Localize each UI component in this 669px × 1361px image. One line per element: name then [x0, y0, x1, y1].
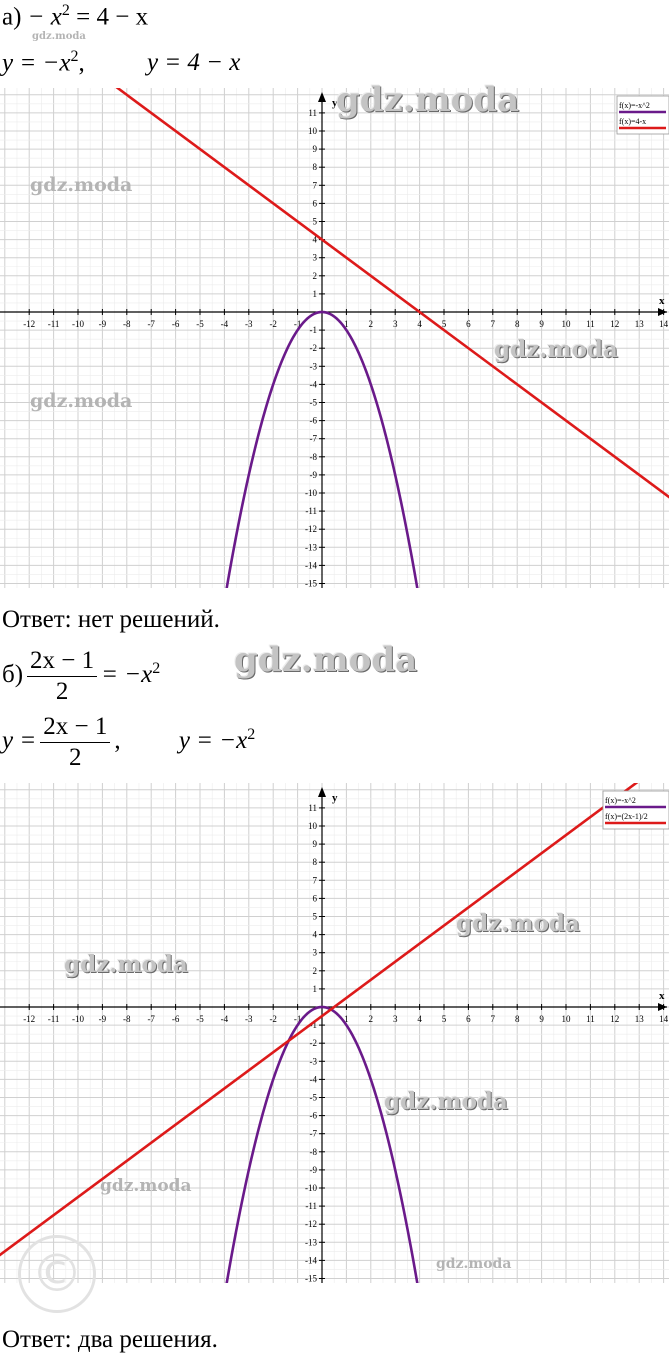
equation-a-label: а): [2, 3, 22, 31]
x-tick-label: 3: [392, 319, 398, 329]
legend-label: f(x)=4-x: [619, 117, 647, 126]
y-tick-label: -2: [309, 343, 317, 354]
x-tick-label: -4: [220, 319, 229, 329]
y-tick-label: -12: [305, 1219, 317, 1230]
chart-b: [0, 783, 669, 1283]
y-tick-label: -10: [305, 1183, 317, 1193]
y-tick-label: -2: [309, 1038, 317, 1049]
watermark-b4: gdz.moda: [100, 1176, 192, 1196]
function-b2-exp: 2: [247, 725, 256, 743]
x-tick-label: 2: [368, 319, 374, 329]
y-tick-label: 8: [312, 857, 317, 868]
function-b1-lhs: y =: [2, 727, 37, 755]
y-tick-label: -7: [309, 1128, 317, 1139]
y-tick-label: -10: [305, 488, 317, 498]
equation-b-numerator: 2x − 1: [27, 646, 97, 677]
x-tick-label: -4: [220, 1014, 229, 1024]
function-a2: y = 4 − x: [146, 49, 241, 77]
x-tick-label: 11: [586, 319, 595, 329]
y-tick-label: -15: [305, 1273, 317, 1283]
y-axis-arrow: [318, 92, 326, 102]
function-a1-lhs: y = −x: [2, 49, 71, 77]
functions-b: [2, 712, 255, 773]
y-tick-label: 9: [312, 839, 317, 850]
x-tick-label: 3: [392, 1014, 398, 1024]
x-tick-label: -6: [171, 319, 180, 329]
x-tick-label: 4: [417, 319, 422, 329]
y-tick-label: 3: [312, 252, 317, 263]
equation-a-lhs: − x: [27, 3, 62, 31]
x-tick-label: -2: [269, 319, 277, 329]
y-tick-label: -3: [309, 361, 317, 372]
y-tick-label: 11: [308, 802, 317, 813]
x-axis-arrow: [658, 1003, 667, 1011]
y-tick-label: 8: [312, 162, 317, 173]
y-tick-label: -4: [309, 379, 317, 390]
x-tick-label: -3: [245, 319, 253, 329]
watermark-b3: gdz.moda: [384, 1088, 508, 1115]
watermark-small: gdz.moda: [32, 31, 86, 42]
x-tick-label: -7: [147, 319, 155, 329]
x-tick-label: -2: [269, 1014, 277, 1024]
y-tick-label: -1: [309, 1020, 317, 1031]
function-b1-fraction: [40, 712, 110, 773]
x-tick-label: -9: [98, 1014, 107, 1024]
legend-label: f(x)=-x^2: [619, 101, 650, 110]
equation-a-rhs: = 4 − x: [76, 3, 149, 31]
function-a1-exp: 2: [70, 48, 79, 65]
legend-label: f(x)=(2x-1)/2: [605, 812, 648, 821]
y-tick-label: -7: [309, 433, 317, 444]
y-axis-arrow: [318, 787, 326, 797]
x-tick-label: 6: [466, 1014, 471, 1024]
x-tick-label: -8: [123, 1014, 131, 1024]
legend: [603, 791, 669, 829]
x-tick-label: -12: [23, 319, 36, 329]
y-tick-label: 7: [312, 875, 317, 886]
x-tick-label: -6: [171, 1014, 180, 1024]
y-tick-label: 2: [312, 965, 317, 976]
x-tick-label: 11: [586, 1014, 595, 1024]
x-tick-label: 8: [514, 1014, 520, 1024]
watermark-large-a: gdz.moda: [336, 80, 520, 120]
x-tick-label: -10: [72, 319, 84, 329]
x-tick-label: 5: [441, 1014, 447, 1024]
y-tick-label: -4: [309, 1074, 317, 1085]
watermark-a1: gdz.moda: [30, 174, 133, 196]
equation-b: [2, 646, 160, 707]
y-tick-label: -5: [309, 397, 317, 408]
x-tick-label: 6: [466, 319, 471, 329]
legend: [617, 96, 669, 134]
x-tick-label: 14: [659, 1014, 669, 1024]
watermark-large-b: gdz.moda: [234, 640, 418, 680]
functions-a: [2, 48, 240, 77]
x-tick-label: 14: [659, 319, 669, 329]
y-tick-label: 9: [312, 144, 317, 155]
equation-b-label: б): [2, 661, 24, 689]
x-tick-label: 13: [634, 319, 644, 329]
y-axis-label: y: [332, 792, 338, 804]
y-tick-label: -13: [305, 1237, 317, 1248]
x-tick-label: 7: [490, 1014, 496, 1024]
watermark-a3: gdz.moda: [494, 336, 618, 363]
x-tick-label: 8: [514, 319, 520, 329]
function-b1-tail: ,: [114, 727, 121, 755]
y-tick-label: 5: [312, 216, 317, 227]
x-axis-label: x: [659, 990, 665, 1002]
x-tick-label: 9: [539, 319, 544, 329]
x-tick-label: 12: [610, 319, 620, 329]
copyright-icon: ©: [18, 1235, 96, 1313]
equation-b-denominator: 2: [55, 678, 69, 705]
y-tick-label: -14: [305, 1255, 317, 1266]
y-tick-label: 11: [308, 107, 317, 118]
x-tick-label: -9: [98, 319, 107, 329]
y-tick-label: 1: [312, 983, 317, 994]
answer-b: Ответ: два решения.: [2, 1326, 218, 1353]
equation-a: [2, 2, 148, 31]
y-tick-label: -11: [305, 506, 317, 517]
y-tick-label: 10: [308, 126, 317, 136]
y-tick-label: -13: [305, 542, 317, 553]
x-tick-label: -7: [147, 1014, 155, 1024]
y-tick-label: -5: [309, 1092, 317, 1103]
y-tick-label: 3: [312, 947, 317, 958]
watermark-b5: gdz.moda: [436, 1256, 512, 1272]
x-axis-arrow: [658, 308, 667, 316]
function-b1-numerator: 2x − 1: [40, 712, 110, 743]
chart-1-body: [0, 783, 669, 1283]
y-tick-label: 6: [312, 893, 317, 904]
legend-label: f(x)=-x^2: [605, 796, 636, 805]
answer-a: Ответ: нет решений.: [2, 606, 220, 633]
y-tick-label: 7: [312, 180, 317, 191]
y-tick-label: 1: [312, 288, 317, 299]
watermark-a2: gdz.moda: [30, 390, 133, 412]
x-tick-label: 10: [561, 1014, 571, 1024]
equation-b-fraction: [27, 646, 97, 707]
y-tick-label: 4: [312, 929, 317, 940]
x-axis-label: x: [659, 295, 665, 307]
equation-b-rhs: = −x: [101, 661, 153, 689]
watermark-b1: gdz.moda: [456, 910, 580, 937]
x-tick-label: -3: [245, 1014, 253, 1024]
y-tick-label: -6: [309, 415, 317, 426]
x-tick-label: 12: [610, 1014, 620, 1024]
y-tick-label: 4: [312, 234, 317, 245]
y-tick-label: 6: [312, 198, 317, 209]
x-tick-label: -5: [196, 319, 204, 329]
x-tick-label: 2: [368, 1014, 374, 1024]
y-tick-label: -6: [309, 1110, 317, 1121]
y-tick-label: 5: [312, 911, 317, 922]
y-tick-label: -9: [309, 1164, 317, 1175]
x-tick-label: -1: [293, 1014, 302, 1024]
x-tick-label: -1: [293, 319, 302, 329]
y-tick-label: -12: [305, 524, 317, 535]
y-tick-label: -8: [309, 1146, 317, 1157]
y-tick-label: -9: [309, 469, 317, 480]
x-tick-label: 1: [344, 319, 349, 329]
equation-b-exp: 2: [152, 659, 161, 677]
y-tick-label: -11: [305, 1201, 317, 1212]
x-tick-label: -11: [47, 319, 60, 329]
x-tick-label: 5: [441, 319, 447, 329]
x-tick-label: -12: [23, 1014, 36, 1024]
x-tick-label: 10: [561, 319, 571, 329]
x-tick-label: -5: [196, 1014, 204, 1024]
y-tick-label: -1: [309, 325, 317, 336]
x-tick-label: 7: [490, 319, 496, 329]
x-tick-label: -10: [72, 1014, 84, 1024]
x-tick-label: 4: [417, 1014, 422, 1024]
watermark-b2: gdz.moda: [64, 951, 188, 978]
y-tick-label: 10: [308, 821, 317, 831]
y-tick-label: 2: [312, 270, 317, 281]
x-tick-label: 1: [344, 1014, 349, 1024]
x-tick-label: -8: [123, 319, 131, 329]
function-a1-tail: ,: [78, 49, 85, 77]
x-tick-label: 13: [634, 1014, 644, 1024]
x-tick-label: 9: [539, 1014, 544, 1024]
y-tick-label: -14: [305, 560, 317, 571]
equation-a-exp: 2: [61, 2, 70, 19]
y-tick-label: -15: [305, 578, 317, 588]
y-axis-label: y: [332, 97, 338, 109]
y-tick-label: -3: [309, 1056, 317, 1067]
y-tick-label: -8: [309, 451, 317, 462]
x-tick-label: -11: [47, 1014, 60, 1024]
function-b1-denominator: 2: [69, 744, 82, 771]
function-b2-lhs: y = −x: [178, 727, 248, 755]
